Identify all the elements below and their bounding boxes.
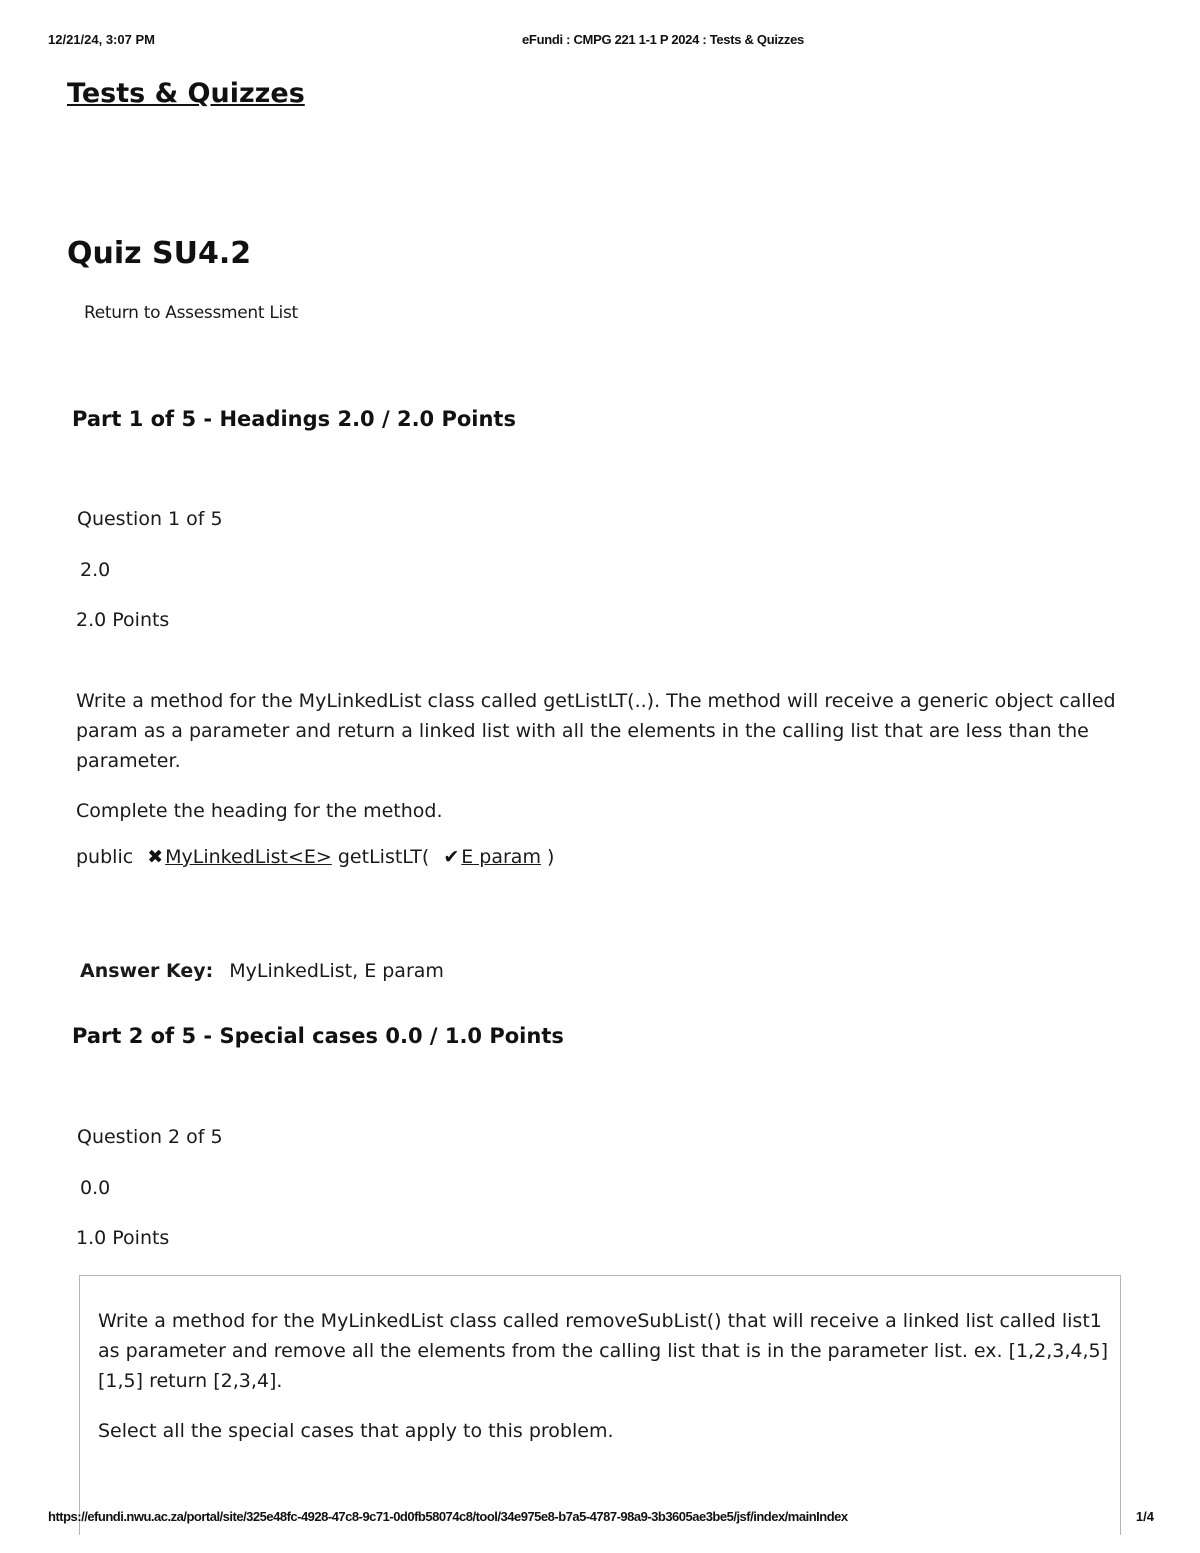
question-2-box bbox=[79, 1275, 1121, 1535]
answer-key-value: MyLinkedList, E param bbox=[229, 960, 444, 982]
question-2-label: Question 2 of 5 bbox=[77, 1126, 223, 1148]
print-page-number: 1/4 bbox=[1135, 1509, 1154, 1524]
question-2-text: Write a method for the MyLinkedList class called removeSubList() that will receive a linked list called list1 as parameter and remove all the elements from the calling list that is in the parameter list. ex. [1,2,3,4,5] [1,5] return [2,3,4]. bbox=[98, 1310, 1108, 1392]
return-to-assessment-list-link[interactable]: Return to Assessment List bbox=[84, 303, 298, 323]
question-1-instruction: Complete the heading for the method. bbox=[76, 800, 443, 822]
question-1-points: 2.0 Points bbox=[76, 609, 170, 631]
question-2-points: 1.0 Points bbox=[76, 1227, 170, 1249]
question-1-text: Write a method for the MyLinkedList class called getListLT(..). The method will receive a generic object called param as a parameter and return a linked list with all the elements in the calling list that are less than the parameter. bbox=[76, 690, 1116, 772]
answer-key bbox=[80, 960, 444, 982]
question-2-instruction: Select all the special cases that apply to this problem. bbox=[98, 1420, 614, 1442]
heading-mid: getListLT( bbox=[337, 846, 430, 868]
tool-title[interactable]: Tests & Quizzes bbox=[67, 78, 305, 109]
print-doc-title: eFundi : CMPG 221 1-1 P 2024 : Tests & Quizzes bbox=[522, 32, 804, 47]
print-url: https://efundi.nwu.ac.za/portal/site/325e48fc-4928-47c8-9c71-0d0fb58074c8/tool/34e975e8-b7a5-4787-98a9-3b3605ae3be5/jsf/index/mainIndex bbox=[48, 1509, 848, 1524]
heading-prefix: public bbox=[76, 846, 134, 868]
check-mark-icon: ✔ bbox=[443, 846, 460, 868]
quiz-title: Quiz SU4.2 bbox=[67, 236, 252, 271]
print-header bbox=[0, 32, 1200, 48]
print-footer bbox=[0, 1509, 1200, 1525]
question-2-score: 0.0 bbox=[80, 1177, 111, 1199]
print-datetime: 12/21/24, 3:07 PM bbox=[48, 32, 155, 47]
answer-blank-1: MyLinkedList<E> bbox=[165, 846, 332, 868]
heading-suffix: ) bbox=[547, 846, 555, 868]
question-1-answer-line bbox=[76, 846, 554, 868]
question-1-label: Question 1 of 5 bbox=[77, 508, 223, 530]
answer-key-label: Answer Key: bbox=[80, 960, 214, 982]
x-mark-icon: ✖ bbox=[147, 846, 164, 868]
part-1-heading: Part 1 of 5 - Headings 2.0 / 2.0 Points bbox=[72, 407, 516, 431]
part-2-heading: Part 2 of 5 - Special cases 0.0 / 1.0 Points bbox=[72, 1024, 564, 1048]
answer-blank-2: E param bbox=[461, 846, 541, 868]
question-1-score: 2.0 bbox=[80, 559, 111, 581]
